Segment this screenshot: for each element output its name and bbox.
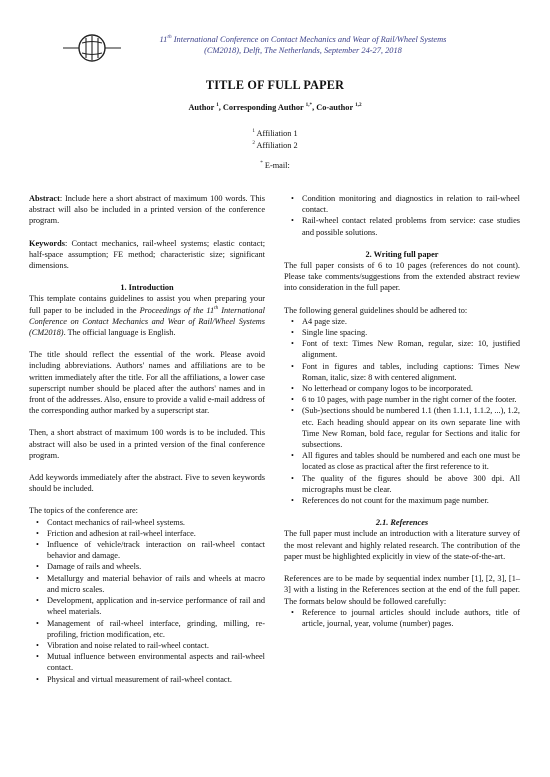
paper-title: TITLE OF FULL PAPER: [205, 78, 345, 92]
topics-list-continued: [284, 193, 520, 238]
right-column: [284, 193, 520, 629]
topics-list: [29, 517, 265, 685]
list-item: • Font of text: Times New Roman, regular, size: 10, justified alignment.: [302, 338, 520, 360]
affiliation-2: $^2$ Affiliation 2: [252, 140, 298, 150]
references-paragraph-1: The full paper must include an introduction with a literature survey of the most relevant and highly related research. The contribution of the paper must be highlighted explicitly in view of the state-of-the-art.: [284, 529, 520, 561]
reference-format-list: [284, 607, 520, 629]
conference-logo: [63, 31, 121, 65]
list-item: • Vibration and noise related to rail-wheel contact.: [47, 640, 265, 651]
list-item: • Reference to journal articles should include authors, title of article, journal, year, volume (number) pages.: [302, 607, 520, 629]
intro-paragraph-2: The title should reflect the essential of the work. Please avoid including abbreviations. Authors' names and affiliations are to be written immediately after the title. For all the affiliations, a lower case superscript number should be placed after the authors' names and in front of the addresses. Also, ensure to provide a valid e-mail address of the corresponding author marked by a superscript star.: [29, 350, 265, 416]
guidelines-list: [284, 316, 520, 506]
author-list: Author $^1$, Corresponding Author $^{1,*}$, Co-author $^{1,2}$: [188, 102, 362, 112]
list-item: • All figures and tables should be numbered and each one must be located as close as practical after the first reference to it.: [302, 450, 520, 472]
list-item: • Management of rail-wheel interface, grinding, milling, re-profiling, friction modification, etc.: [47, 618, 265, 640]
section-2-heading: 2. Writing full paper: [365, 249, 439, 259]
contact-email: * E-mail:: [260, 160, 290, 170]
affiliation-1: $^1$ Affiliation 1: [252, 128, 298, 138]
list-item: • Rail-wheel contact related problems from service: case studies and possible solutions.: [302, 215, 520, 237]
list-item: • Contact mechanics of rail-wheel systems.: [47, 517, 265, 528]
list-item: • 6 to 10 pages, with page number in the right corner of the footer.: [302, 394, 520, 405]
list-item: • References do not count for the maximum page number.: [302, 495, 520, 506]
header-line-2: (CM2018), Delft, The Netherlands, September 24-27, 2018: [204, 45, 402, 55]
list-item: • Development, application and in-service performance of rail and wheel materials.: [47, 595, 265, 617]
list-item: • No letterhead or company logos to be incorporated.: [302, 383, 520, 394]
subsection-2-1-heading: 2.1. References: [375, 518, 429, 528]
abstract: Abstract: Include here a short abstract of maximum 100 words. This abstract will also be included in a printed version of the conference program.: [29, 194, 265, 226]
list-item: • (Sub-)sections should be numbered 1.1 (then 1.1.1, 1.1.2, ...), 1.2, etc. Each heading should appear on its own separate line with Time New Roman, bold face, regular for Sections and italic for subsections.: [302, 405, 520, 450]
left-column: [29, 193, 265, 685]
list-item: • Condition monitoring and diagnostics in relation to rail-wheel contact.: [302, 193, 520, 215]
topics-intro: The topics of the conference are:: [29, 506, 138, 516]
list-item: • Friction and adhesion at rail-wheel interface.: [47, 528, 265, 539]
list-item: • Single line spacing.: [302, 327, 520, 338]
guidelines-intro: The following general guidelines should be adhered to:: [284, 305, 468, 315]
intro-paragraph-3: Then, a short abstract of maximum 100 words is to be included. This abstract will also be used in a printed version of the final conference program.: [29, 428, 265, 460]
list-item: • Font in figures and tables, including captions: Times New Roman, italic, size: 8 with centered alignment.: [302, 361, 520, 383]
list-item: • Influence of vehicle/track interaction on rail-wheel contact behavior and damage.: [47, 539, 265, 561]
keywords: Keywords: Contact mechanics, rail-wheel systems; elastic contact; half-space assumption; FE method; characteristic size; significant dimensions.: [29, 238, 265, 271]
list-item: • A4 page size.: [302, 316, 520, 327]
intro-paragraph-1: This template contains guidelines to assist you when preparing your full paper to be included in the Proceedings of the 11th International Conference on Contact Mechanics and Wear of Rail/Wheel Systems (CM2018). The official language is English.: [29, 294, 265, 338]
list-item: • Metallurgy and material behavior of rails and wheels at macro and micro scales.: [47, 573, 265, 595]
list-item: • Mutual influence between environmental aspects and rail-wheel contact.: [47, 651, 265, 673]
references-paragraph-2: References are to be made by sequential index number [1], [2, 3], [1–3] with a listing in the References section at the end of the full paper. The formats below should be followed carefully:: [284, 574, 520, 606]
list-item: • The quality of the figures should be above 300 dpi. All micrographs must be clear.: [302, 473, 520, 495]
intro-paragraph-4: Add keywords immediately after the abstract. Five to seven keywords should be included.: [29, 473, 265, 494]
list-item: • Physical and virtual measurement of rail-wheel contact.: [47, 674, 265, 685]
header-line-1: 11th International Conference on Contact Mechanics and Wear of Rail/Wheel Systems: [159, 34, 447, 44]
list-item: • Damage of rails and wheels.: [47, 561, 265, 572]
full-paper-paragraph: The full paper consists of 6 to 10 pages (references do not count). Please take comments/suggestions from the extended abstract review into consideration in the full paper.: [284, 261, 520, 293]
section-1-heading: 1. Introduction: [120, 283, 174, 293]
running-header: [118, 35, 488, 56]
